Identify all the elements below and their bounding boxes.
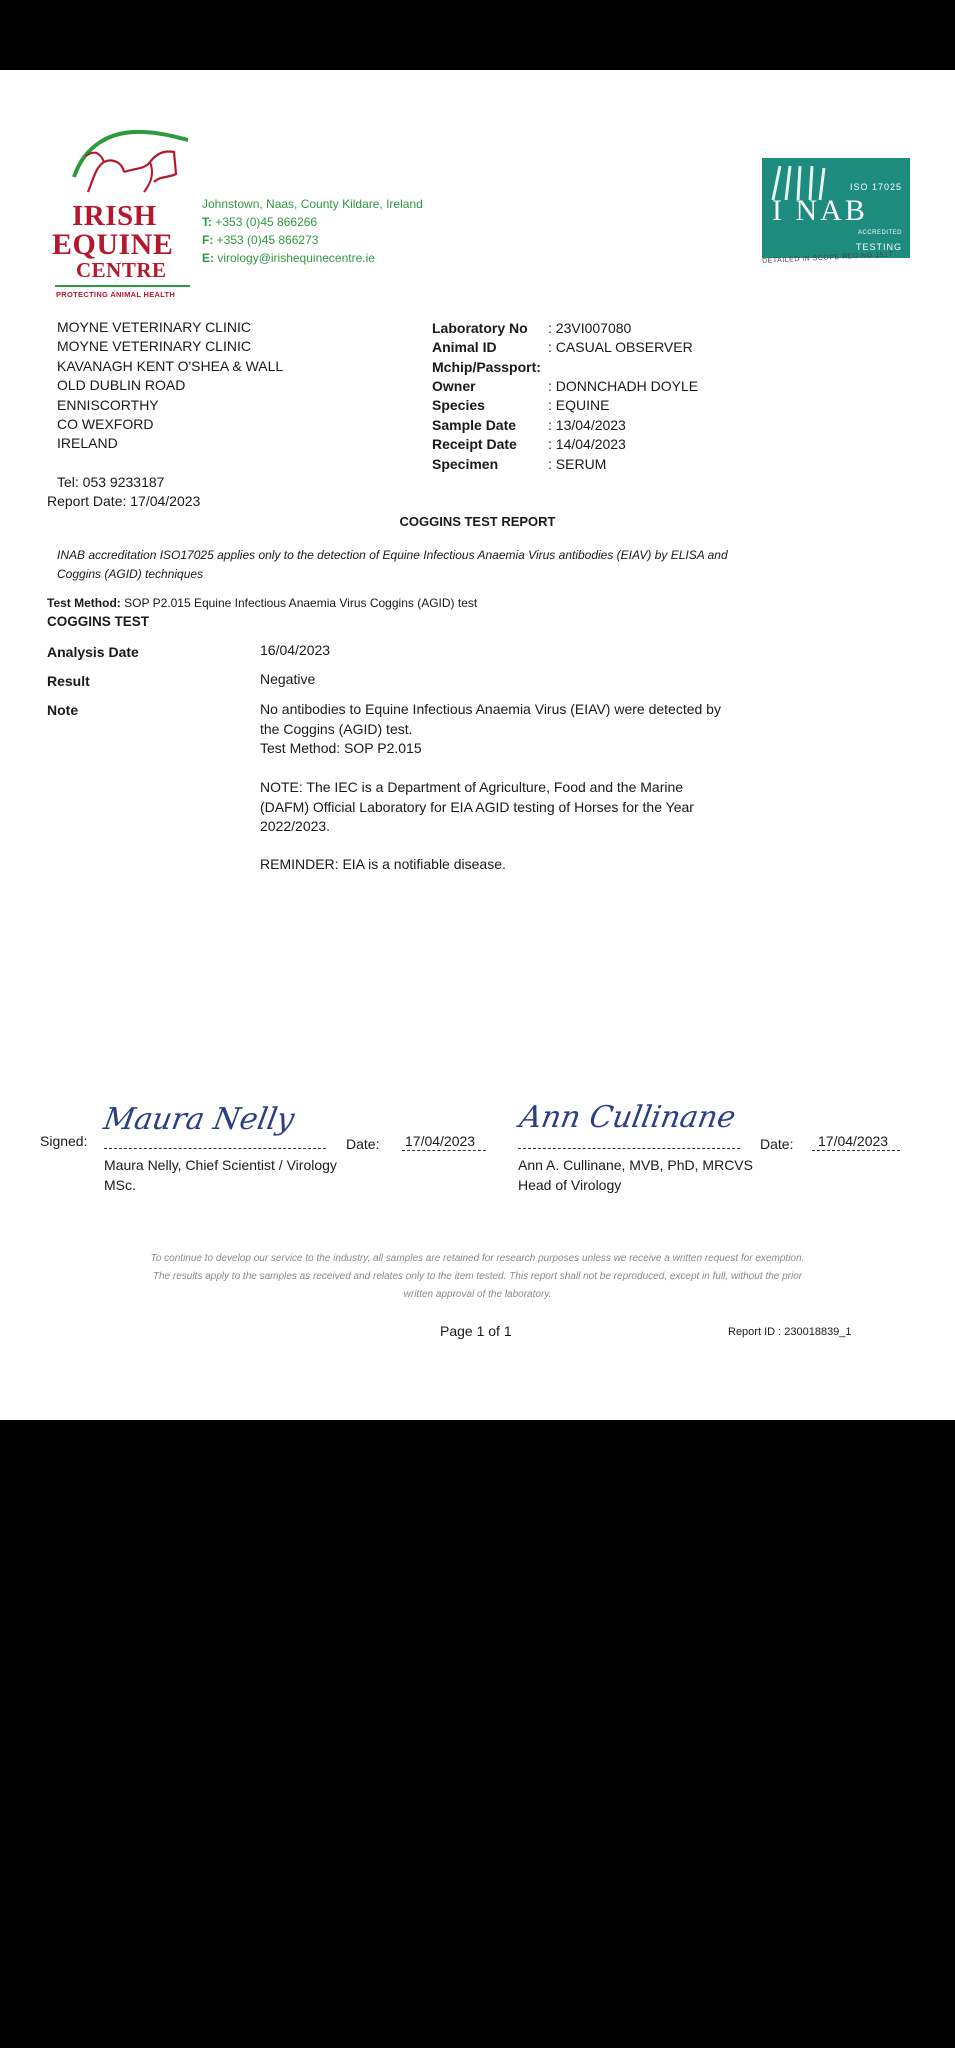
- irish-equine-centre-logo: [50, 122, 190, 302]
- footer-line: To continue to develop our service to the industry, all samples are retained for research purposes unless we receive a written request for exemption.: [150, 1253, 805, 1264]
- signer-1-line: Maura Nelly, Chief Scientist / Virology: [104, 1157, 337, 1173]
- signed-label: Signed:: [40, 1133, 88, 1149]
- recipient-line: KAVANAGH KENT O'SHEA & WALL: [57, 357, 284, 374]
- inab-name: I NAB: [772, 194, 868, 227]
- contact-block: [202, 195, 423, 267]
- result-label: Result: [47, 673, 90, 689]
- note-line: Test Method: SOP P2.015: [260, 740, 422, 756]
- detail-label: Mchip/Passport:: [432, 359, 541, 375]
- signature-2: Ann Cullinane: [516, 1100, 739, 1135]
- detail-label: Receipt Date: [432, 436, 517, 452]
- result-value: Negative: [260, 671, 316, 687]
- detail-value: : EQUINE: [548, 397, 610, 413]
- accreditation-note-line: Coggins (AGID) techniques: [57, 567, 204, 581]
- tel-label: T:: [202, 215, 212, 229]
- detail-label: Animal ID: [432, 339, 497, 355]
- detail-value: : DONNCHADH DOYLE: [548, 378, 699, 394]
- date-2-value: 17/04/2023: [818, 1133, 889, 1149]
- contact-fax: [202, 231, 423, 249]
- logo-line-centre: CENTRE: [76, 258, 167, 282]
- detail-value: : 14/04/2023: [548, 436, 626, 452]
- analysis-date-value: 16/04/2023: [260, 642, 331, 658]
- detail-label: Specimen: [432, 456, 499, 472]
- dafm-note: [260, 778, 694, 837]
- email-label: E:: [202, 251, 214, 265]
- detail-label: Owner: [432, 378, 476, 394]
- logo-line-equine: EQUINE: [52, 228, 174, 261]
- detail-value: : SERUM: [548, 456, 607, 472]
- recipient-line: OLD DUBLIN ROAD: [57, 377, 186, 394]
- signer-1-line: MSc.: [104, 1176, 136, 1193]
- email-value: virology@irishequinecentre.ie: [217, 251, 375, 265]
- analysis-date-label: Analysis Date: [47, 644, 139, 660]
- report-page: [0, 70, 955, 1420]
- detail-label: Laboratory No: [432, 320, 528, 336]
- logo-divider: [55, 285, 190, 287]
- signature-1: Maura Nelly: [100, 1102, 297, 1137]
- section-heading: COGGINS TEST: [47, 614, 150, 629]
- accreditation-note: [57, 546, 728, 584]
- inab-iso: ISO 17025: [849, 182, 902, 192]
- detail-label: Sample Date: [432, 417, 517, 433]
- fax-value: +353 (0)45 866273: [216, 233, 319, 247]
- inab-testing: TESTING: [855, 242, 902, 252]
- recipient-line: ENNISCORTHY: [57, 396, 159, 413]
- footer-line: The results apply to the samples as received and relates only to the item tested. This report shall not be reproduced, except in full, without the prior: [152, 1271, 803, 1282]
- recipient-line: CO WEXFORD: [57, 416, 154, 433]
- reminder-text: REMINDER: EIA is a notifiable disease.: [260, 856, 506, 872]
- signer-2-line: Ann A. Cullinane, MVB, PhD, MRCVS: [518, 1157, 753, 1173]
- footer-disclaimer: [40, 1250, 915, 1304]
- recipient-tel: Tel: 053 9233187: [57, 474, 165, 490]
- recipient-line: MOYNE VETERINARY CLINIC: [57, 319, 251, 335]
- accreditation-note-line: INAB accreditation ISO17025 applies only to the detection of Equine Infectious Anaemia Virus antibodies (EIAV) by ELISA and: [57, 548, 728, 562]
- dafm-note-line: (DAFM) Official Laboratory for EIA AGID testing of Horses for the Year: [260, 798, 694, 815]
- dafm-note-line: 2022/2023.: [260, 818, 331, 834]
- date-2-label: Date:: [760, 1136, 794, 1152]
- contact-email: [202, 249, 423, 267]
- date-1-line: [402, 1150, 486, 1151]
- signer-2: [518, 1156, 753, 1195]
- fax-label: F:: [202, 233, 214, 247]
- recipient-line: MOYNE VETERINARY CLINIC: [57, 338, 251, 355]
- signer-2-line: Head of Virology: [518, 1176, 622, 1193]
- test-method-value: SOP P2.015 Equine Infectious Anaemia Virus Coggins (AGID) test: [124, 596, 478, 610]
- recipient-address: [57, 318, 283, 454]
- detail-value: : CASUAL OBSERVER: [548, 339, 693, 355]
- recipient-line: IRELAND: [57, 435, 118, 452]
- contact-tel: [202, 213, 423, 231]
- report-id: Report ID : 230018839_1: [728, 1326, 852, 1338]
- detail-label: Species: [432, 397, 485, 413]
- signature-2-line: [518, 1148, 740, 1149]
- footer-line: written approval of the laboratory.: [403, 1289, 552, 1300]
- page-number: Page 1 of 1: [440, 1323, 512, 1339]
- report-title: COGGINS TEST REPORT: [399, 514, 556, 529]
- logo-line-irish: IRISH: [72, 200, 157, 232]
- note-line: No antibodies to Equine Infectious Anaemia Virus (EIAV) were detected by: [260, 701, 721, 717]
- date-1-value: 17/04/2023: [405, 1133, 476, 1149]
- logo-tagline: PROTECTING ANIMAL HEALTH: [56, 290, 176, 299]
- test-method-label: Test Method:: [47, 596, 121, 610]
- tel-value: +353 (0)45 866266: [215, 215, 318, 229]
- inab-accredited: ACCREDITED: [857, 230, 902, 236]
- detail-value: : 13/04/2023: [548, 417, 626, 433]
- signer-1: [104, 1156, 337, 1195]
- report-date: Report Date: 17/04/2023: [47, 493, 201, 509]
- inab-scope: DETAILED IN SCOPE REG NO.151T: [762, 251, 894, 265]
- horse-head-icon: [64, 122, 194, 204]
- dafm-note-line: NOTE: The IEC is a Department of Agriculture, Food and the Marine: [260, 779, 684, 795]
- note-text: [260, 700, 721, 759]
- date-2-line: [812, 1150, 900, 1151]
- note-label: Note: [47, 702, 79, 718]
- inab-badge: [762, 158, 910, 266]
- contact-address: Johnstown, Naas, County Kildare, Ireland: [202, 197, 423, 211]
- note-line: the Coggins (AGID) test.: [260, 720, 413, 737]
- detail-value: : 23VI007080: [548, 320, 632, 336]
- signature-1-line: [104, 1148, 326, 1149]
- test-method-line: [47, 596, 477, 610]
- date-1-label: Date:: [346, 1136, 380, 1152]
